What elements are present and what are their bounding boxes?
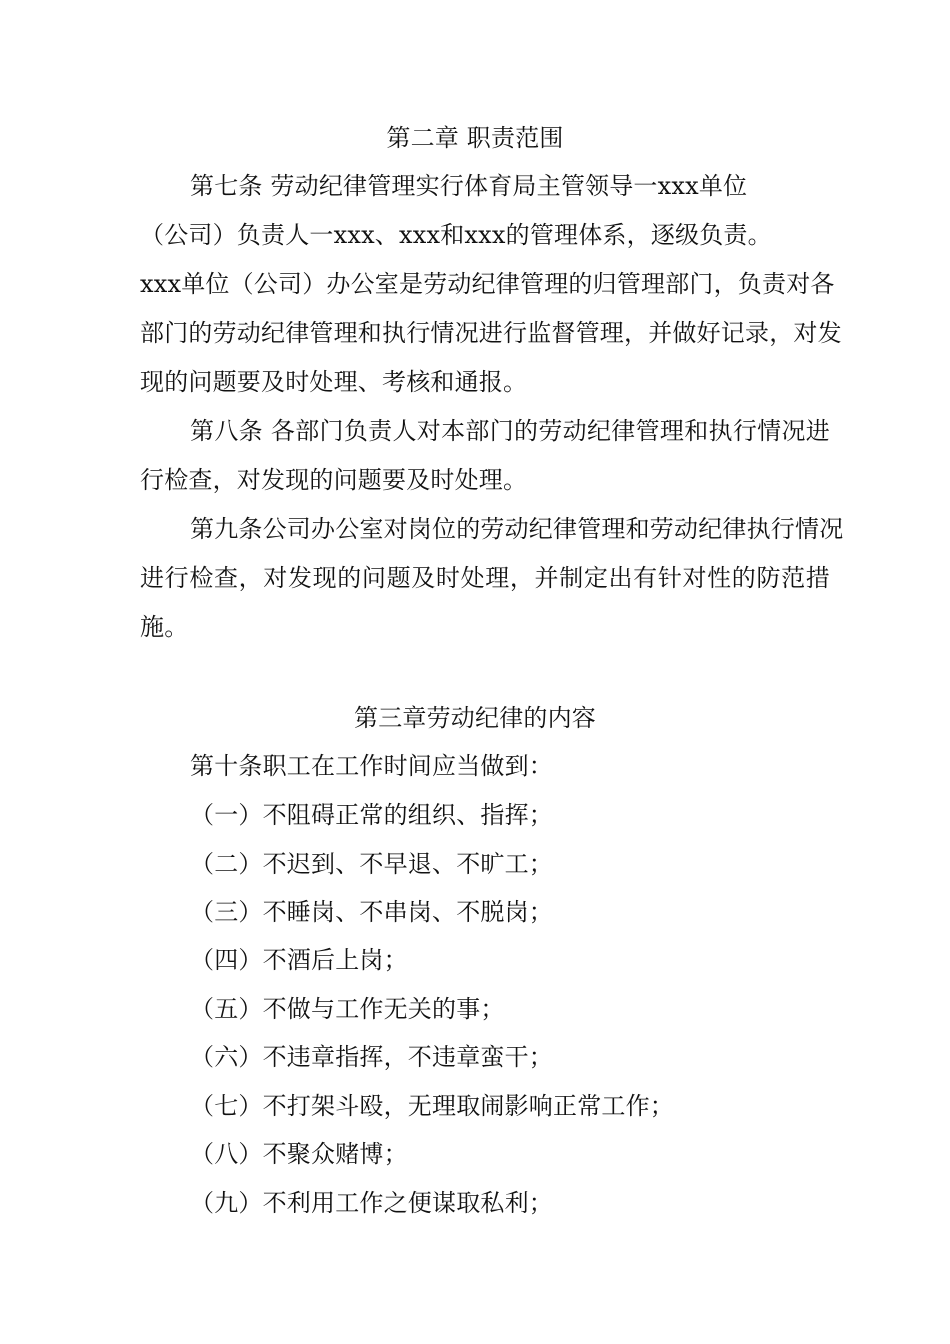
article-10-intro: 第十条职工在工作时间应当做到： [190,752,553,780]
article-7-line-3: xxx单位（公司）办公室是劳动纪律管理的归管理部门，负责对各 [140,270,835,298]
article-9-line-2: 进行检查，对发现的问题及时处理，并制定出有针对性的防范措 [140,564,830,592]
article-7-line-2: （公司）负责人一xxx、xxx和xxx的管理体系，逐级负责。 [140,221,772,249]
list-item: （二）不迟到、不早退、不旷工； [190,850,553,878]
article-7-line-1: 第七条 劳动纪律管理实行体育局主管领导一xxx单位 [190,172,748,200]
list-item: （五）不做与工作无关的事； [190,995,505,1023]
article-9-line-1: 第九条公司办公室对岗位的劳动纪律管理和劳动纪律执行情况 [190,515,844,543]
chapter-2-heading: 第二章 职责范围 [386,124,564,152]
list-item: （三）不睡岗、不串岗、不脱岗； [190,898,553,926]
article-8-line-2: 行检查，对发现的问题要及时处理。 [140,466,528,494]
article-7-line-5: 现的问题要及时处理、考核和通报。 [140,368,528,396]
list-item: （四）不酒后上岗； [190,946,408,974]
chapter-3-heading: 第三章劳动纪律的内容 [354,704,596,732]
article-8-line-1: 第八条 各部门负责人对本部门的劳动纪律管理和执行情况进 [190,417,830,445]
list-item: （一）不阻碍正常的组织、指挥； [190,801,553,829]
article-7-line-4: 部门的劳动纪律管理和执行情况进行监督管理，并做好记录，对发 [140,319,842,347]
list-item: （九）不利用工作之便谋取私利； [190,1189,553,1217]
article-9-line-3: 施。 [140,613,189,641]
list-item: （八）不聚众赌博； [190,1140,408,1168]
list-item: （六）不违章指挥，不违章蛮干； [190,1043,553,1071]
list-item: （七）不打架斗殴，无理取闹影响正常工作； [190,1092,674,1120]
